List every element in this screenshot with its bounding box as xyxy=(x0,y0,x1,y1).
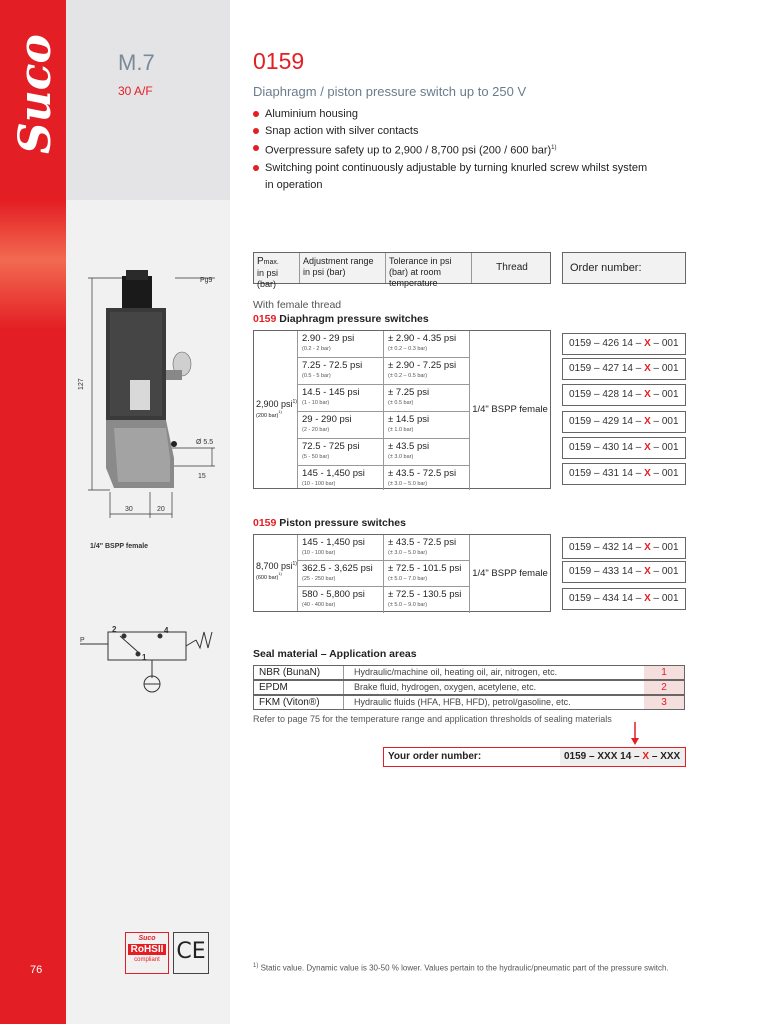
page-number: 76 xyxy=(30,964,43,976)
port-4: 4 xyxy=(164,626,169,635)
port-p: P xyxy=(80,637,85,644)
thread-cell: 1/4" BSPP female xyxy=(472,404,548,415)
order-number-cell: 0159 – 431 14 – X – 001 xyxy=(562,463,686,485)
table-row: 14.5 - 145 psi (1 - 10 bar) ± 7.25 psi (± 0.5 bar) xyxy=(298,385,470,412)
thread-cell: 1/4" BSPP female xyxy=(472,567,548,579)
feature-list xyxy=(253,106,653,194)
order-number-cell: 0159 – 428 14 – X – 001 xyxy=(562,384,686,406)
table-row: 145 - 1,450 psi (10 - 100 bar) ± 43.5 - 72.5 psi (± 3.0 – 5.0 bar) xyxy=(298,466,470,490)
feature-item: Snap action with silver contacts xyxy=(253,123,653,140)
table-row: 2.90 - 29 psi (0.2 - 2 bar) ± 2.90 - 4.35 psi (± 0.2 – 0.3 bar) xyxy=(298,331,470,358)
table-row: 72.5 - 725 psi (5 - 50 bar) ± 43.5 psi (± 3.0 bar) xyxy=(298,439,470,466)
piston-title: 0159 Piston pressure switches xyxy=(253,517,406,529)
w30-label: 30 xyxy=(125,506,133,513)
table-row: 580 - 5,800 psi (40 - 400 bar) ± 72.5 - 130.5 psi (± 5.0 – 9.0 bar) xyxy=(298,587,470,613)
switch-schematic xyxy=(80,618,220,698)
order-number-cell: 0159 – 427 14 – X – 001 xyxy=(562,358,686,380)
order-number-cell: 0159 – 430 14 – X – 001 xyxy=(562,437,686,459)
port-1: 1 xyxy=(142,653,147,662)
product-subtitle: Diaphragm / piston pressure switch up to 250 V xyxy=(253,84,527,99)
header-box xyxy=(66,0,230,200)
h15-label: 15 xyxy=(198,473,206,480)
brand-sidebar xyxy=(0,0,66,1024)
female-thread-label: With female thread xyxy=(253,299,342,311)
model-name: M.7 xyxy=(118,50,155,75)
port-2: 2 xyxy=(112,625,117,634)
height-label: 127 xyxy=(78,378,85,390)
arrow-down-icon xyxy=(630,722,640,746)
product-code: 0159 xyxy=(253,48,305,74)
pg-label: Pg9 xyxy=(200,277,213,284)
seal-title: Seal material – Application areas xyxy=(253,648,417,660)
table-row: 7.25 - 72.5 psi (0.5 - 5 bar) ± 2.90 - 7.25 psi (± 0.2 – 0.5 bar) xyxy=(298,358,470,385)
seal-row: NBR (BunaN) Hydraulic/machine oil, heating oil, air, nitrogen, etc. 1 xyxy=(253,665,685,680)
product-drawing xyxy=(70,268,220,558)
rohs-badge: Suco RoHSII compliant xyxy=(125,932,169,974)
feature-item: Switching point continuously adjustable by turning knurled screw whilst system in operation xyxy=(253,160,653,194)
feature-item: Aluminium housing xyxy=(253,106,653,123)
table-row: 145 - 1,450 psi (10 - 100 bar) ± 43.5 - 72.5 psi (± 3.0 – 5.0 bar) xyxy=(298,535,470,561)
diaphragm-title: 0159 Diaphragm pressure switches xyxy=(253,313,429,325)
footnote: $^{1)}$ Static value. Dynamic value is 30-50 % lower. Values pertain to the hydraulic/pneumatic part of the pressure switch. xyxy=(253,963,669,973)
order-number-cell: 0159 – 429 14 – X – 001 xyxy=(562,411,686,433)
suco-logo: Suco xyxy=(10,34,61,154)
piston-table: 8,700 psi$^{1)}$ (600 bar)$^{1)}$ 145 - 1,450 psi (10 - 100 bar) ± 43.5 - 72.5 psi (± 3.0 – 5.0 bar) 362.5 - 3,625 psi (25 - 250 bar) ± 72.5 - 101.5 psi (± 5.0 – 7.0 bar) 580 - 5,800 psi (40 - 400 bar) ± 72.5 - 130.5 psi (± 5.0 – 9.0 bar) 1/4" BSPP female xyxy=(253,534,551,612)
spec-table-header: Pmax. in psi (bar) Adjustment range in psi (bar) Tolerance in psi (bar) at room temperature Thread xyxy=(253,252,551,284)
wrench-size: 30 A/F xyxy=(118,84,153,98)
order-number-header: Order number: xyxy=(562,252,686,284)
diameter-label: Ø 5.5 xyxy=(196,439,214,446)
diaphragm-table: 2,900 psi$^{1)}$ (200 bar)$^{1)}$ 2.90 - 29 psi (0.2 - 2 bar) ± 2.90 - 4.35 psi (± 0.2 – 0.3 bar) 7.25 - 72.5 psi (0.5 - 5 bar) ± 2.90 - 7.25 psi (± 0.2 – 0.5 bar) 14.5 - 145 psi (1 - 10 bar) ± 7.25 psi (± 0.5 bar) 29 - 290 psi (2 - 20 bar) ± 14.5 psi (± 1.0 bar) 72.5 - 725 psi (5 - 50 bar) ± 43.5 psi (± 3.0 bar) 145 - 1,450 psi (10 - 100 bar) ± 43.5 - 72.5 psi (± 3.0 – 5.0 bar) 1/4" BSPP female xyxy=(253,330,551,489)
seal-row: EPDM Brake fluid, hydrogen, oxygen, acetylene, etc. 2 xyxy=(253,680,685,695)
ce-mark: CE xyxy=(173,932,209,974)
seal-reference-note: Refer to page 75 for the temperature range and application thresholds of sealing materials xyxy=(253,714,612,724)
order-number-cell: 0159 – 432 14 – X – 001 xyxy=(562,537,686,559)
order-number-cell: 0159 – 426 14 – X – 001 xyxy=(562,333,686,355)
bspp-label: 1/4" BSPP female xyxy=(90,543,149,550)
w20-label: 20 xyxy=(157,506,165,513)
table-row: 362.5 - 3,625 psi (25 - 250 bar) ± 72.5 - 101.5 psi (± 5.0 – 7.0 bar) xyxy=(298,561,470,587)
feature-item: Overpressure safety up to 2,900 / 8,700 psi (200 / 600 bar)$^{1)}$ xyxy=(253,140,653,160)
table-row: 29 - 290 psi (2 - 20 bar) ± 14.5 psi (± 1.0 bar) xyxy=(298,412,470,439)
seal-row: FKM (Viton®) Hydraulic fluids (HFA, HFB, HFD), petrol/gasoline, etc. 3 xyxy=(253,695,685,710)
order-number-cell: 0159 – 434 14 – X – 001 xyxy=(562,588,686,610)
order-number-cell: 0159 – 433 14 – X – 001 xyxy=(562,561,686,583)
your-order-number: Your order number: 0159 – XXX 14 – X – XXX xyxy=(383,747,686,767)
